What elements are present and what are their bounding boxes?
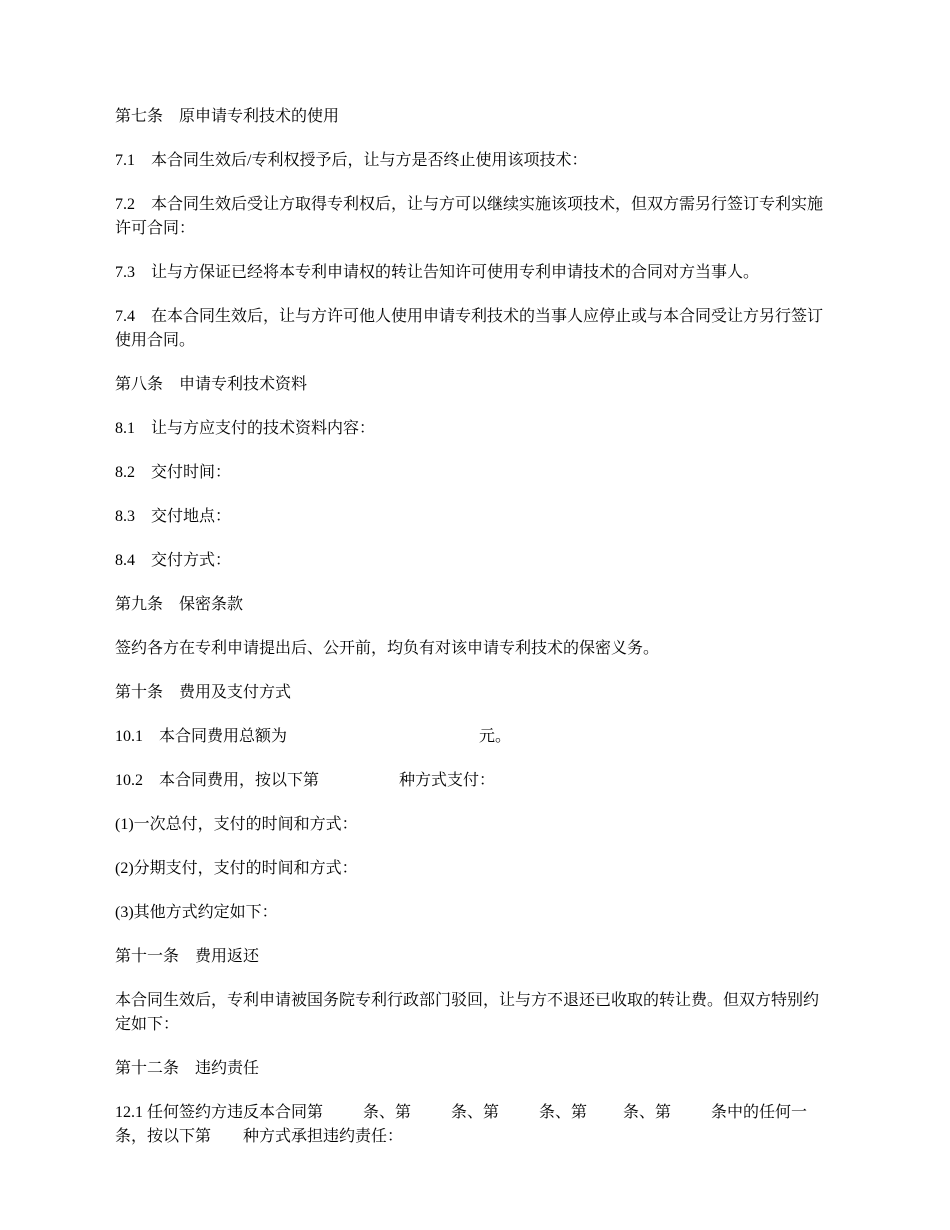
article-10-heading: 第十条 费用及支付方式 <box>115 684 292 701</box>
article-12-heading: 第十二条 违约责任 <box>115 1060 260 1077</box>
article-11-heading: 第十一条 费用返还 <box>115 948 260 965</box>
clause-10-1: 10.1 本合同费用总额为 元。 <box>115 728 512 745</box>
clause-10-2-option-1: (1)一次总付，支付的时间和方式： <box>115 816 358 833</box>
clause-7-4: 7.4 在本合同生效后，让与方许可他人使用申请专利技术的当事人应停止或与本合同受让方另行签订使用合同。 <box>115 308 824 349</box>
clause-12-1: 12.1 任何签约方违反本合同第 条、第 条、第 条、第 条、第 条中的任何一条，按以下第 种方式承担违约责任： <box>115 1104 808 1145</box>
article-9-heading: 第九条 保密条款 <box>115 596 244 613</box>
clause-10-2: 10.2 本合同费用，按以下第 种方式支付： <box>115 772 496 789</box>
clause-10-2-option-3: (3)其他方式约定如下： <box>115 904 278 921</box>
clause-11-body: 本合同生效后，专利申请被国务院专利行政部门驳回，让与方不退还已收取的转让费。但双方特别约定如下： <box>115 992 820 1033</box>
clause-8-2: 8.2 交付时间： <box>115 464 232 481</box>
clause-8-4: 8.4 交付方式： <box>115 552 232 569</box>
article-8-heading: 第八条 申请专利技术资料 <box>115 376 308 393</box>
clause-7-2: 7.2 本合同生效后受让方取得专利权后，让与方可以继续实施该项技术，但双方需另行签订专利实施许可合同： <box>115 196 824 237</box>
clause-8-1: 8.1 让与方应支付的技术资料内容： <box>115 420 376 437</box>
clause-8-3: 8.3 交付地点： <box>115 508 232 525</box>
clause-9-body: 签约各方在专利申请提出后、公开前，均负有对该申请专利技术的保密义务。 <box>115 640 660 657</box>
clause-7-1: 7.1 本合同生效后/专利权授予后，让与方是否终止使用该项技术： <box>115 152 588 169</box>
article-7-heading: 第七条 原申请专利技术的使用 <box>115 108 340 125</box>
clause-7-3: 7.3 让与方保证已经将本专利申请权的转让告知许可使用专利申请技术的合同对方当事人。 <box>115 264 760 281</box>
clause-10-2-option-2: (2)分期支付，支付的时间和方式： <box>115 860 358 877</box>
